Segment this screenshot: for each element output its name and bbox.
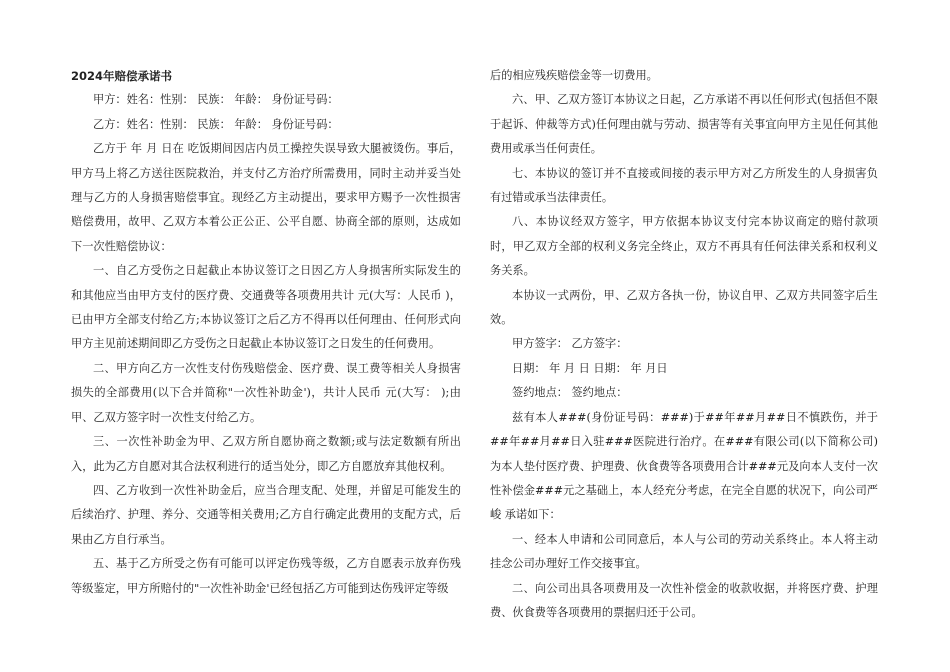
clause-8: 八、本协议经双方签字，甲方依据本协议支付完本协议商定的赔付款项时，甲乙双方全部的权利义务完全终止，双方不再具有任何法律关系和权利义务关系。 — [490, 215, 878, 278]
clause-4: 四、乙方收到一次性补助金后，应当合理支配、处理，并留足可能发生的后续治疗、护理、养分、交通等相关费用;乙方自行确定此费用的支配方式，后果由乙方自行承当。 — [71, 483, 461, 546]
clause-3: 三、一次性补助金为甲、乙双方所自愿协商之数额;或与法定数额有所出入，此为乙方自愿对其合法权利进行的适当处分，即乙方自愿放弃其他权利。 — [71, 435, 461, 473]
promise-1: 一、经本人申请和公司同意后，本人与公司的劳动关系终止。本人将主动挂念公司办理好工作交接事宜。 — [490, 532, 878, 571]
clause-2: 二、甲方向乙方一次性支付伤残赔偿金、医疗费、误工费等相关人身损害损失的全部费用(以下合并简称"一次性补助金')，共计人民币 元(大写： );由甲、乙双方签字时一次性支付给乙方。 — [71, 361, 461, 424]
date-line: 日期： 年 月 日 日期： 年 月日 — [512, 361, 668, 375]
statement-paragraph: 兹有本人###(身份证号码：###)于##年##月##日不慎跌伤，并于##年##月##日入驻###医院进行治疗。在###有限公司(以下简称公司)为本人垫付医疗费、护理费、伙食费等各项费用合计###元及向本人支付一次性补偿金###元之基础上，本人经充分考虑，在完全自愿的状况下，向公司严峻 承诺如下： — [490, 410, 878, 522]
incident-paragraph: 乙方于 年 月 日在 吃饭期间因店内员工操控失误导致大腿被烫伤。事后，甲方马上将乙方送往医院救治，并支付乙方治疗所需费用，同时主动并妥当处理与乙方的人身损害赔偿事宜。现经乙方主动提出，要求甲方赐予一次性损害赔偿费用，故甲、乙双方本着公正公正、公平自愿、协商全部的原则，达成如下一次性赔偿协议： — [71, 142, 461, 253]
copies-paragraph: 本协议一式两份，甲、乙双方各执一份，协议自甲、乙双方共同签字后生效。 — [490, 288, 878, 327]
clause-7: 七、本协议的签订并不直接或间接的表示甲方对乙方所发生的人身损害负有过错或承当法律责任。 — [490, 166, 878, 205]
clause-5: 五、基于乙方所受之伤有可能可以评定伤残等级，乙方自愿表示放弃伤残等级鉴定，甲方所赔付的"一次性补助金'已经包括乙方可能到达伤残评定等级 — [71, 557, 461, 595]
signature-line: 甲方签字： 乙方签字： — [512, 337, 628, 351]
party-a-line: 甲方：姓名：性别： 民族： 年龄： 身份证号码： — [93, 93, 339, 107]
right-column — [490, 64, 878, 625]
party-b-line: 乙方：姓名：性别： 民族： 年龄： 身份证号码： — [93, 117, 339, 131]
clause-5-continued: 后的相应残疾赔偿金等一切费用。 — [490, 69, 658, 82]
location-line: 签约地点： 签约地点： — [512, 386, 628, 400]
document-title: 2024年赔偿承诺书 — [71, 69, 173, 83]
clause-1: 一、自乙方受伤之日起截止本协议签订之日因乙方人身损害所实际发生的和其他应当由甲方支付的医疗费、交通费等各项费用共计 元(大写：人民币 )，已由甲方全部支付给乙方;本协议签订之后乙方不得再以任何理由、任何形式向甲方主见前述期间即乙方受伤之日起截止本协议签订之日发生的任何费用。 — [71, 264, 461, 351]
promise-2: 二、向公司出具各项费用及一次性补偿金的收款收据，并将医疗费、护理费、伙食费等各项费用的票据归还于公司。 — [490, 581, 878, 619]
clause-6: 六、甲、乙双方签订本协议之日起，乙方承诺不再以任何形式(包括但不限于起诉、仲裁等方式)任何理由就与劳动、损害等有关事宜向甲方主见任何其他费用或承当任何责任。 — [490, 93, 878, 156]
left-column — [71, 64, 461, 601]
